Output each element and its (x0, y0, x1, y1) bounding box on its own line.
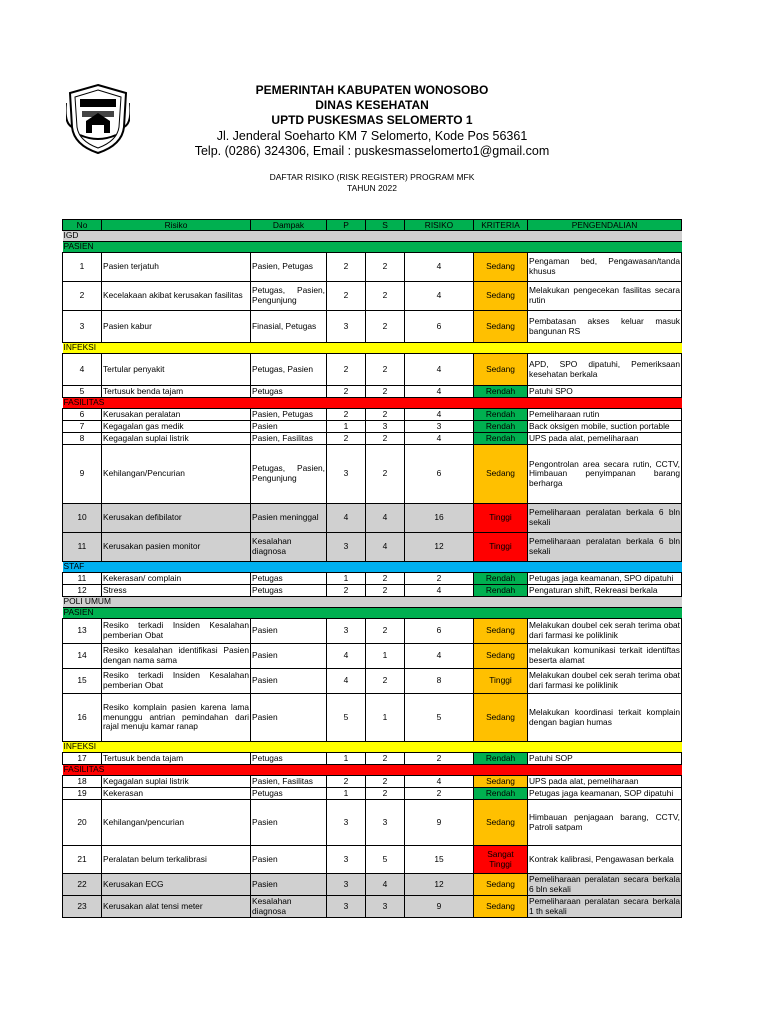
table-row (63, 533, 682, 562)
cell-pengendalian: Petugas jaga keamanan, SPO dipatuhi (528, 573, 682, 585)
table-row (63, 409, 682, 421)
cell-dampak: Kesalahan diagnosa (251, 896, 327, 918)
cell-nilai: 3 (405, 421, 474, 433)
cell-kriteria: Tinggi (474, 533, 528, 562)
cell-dampak: Pasien (251, 669, 327, 694)
cell-dampak: Pasien (251, 846, 327, 874)
cell-s: 3 (366, 421, 405, 433)
cell-no: 14 (63, 644, 102, 669)
cell-p: 1 (327, 573, 366, 585)
section-label: STAF (63, 562, 682, 573)
cell-p: 3 (327, 445, 366, 504)
cell-dampak: Pasien (251, 421, 327, 433)
cell-risiko: Peralatan belum terkalibrasi (102, 846, 251, 874)
section-label: INFEKSI (63, 742, 682, 753)
cell-p: 3 (327, 874, 366, 896)
table-row (63, 846, 682, 874)
cell-no: 15 (63, 669, 102, 694)
table-row (63, 874, 682, 896)
col-header-s: S (366, 220, 405, 231)
cell-s: 2 (366, 253, 405, 282)
cell-s: 2 (366, 409, 405, 421)
cell-p: 1 (327, 421, 366, 433)
cell-p: 4 (327, 504, 366, 533)
cell-kriteria: Sedang (474, 311, 528, 343)
cell-nilai: 12 (405, 533, 474, 562)
cell-risiko: Stress (102, 585, 251, 597)
cell-pengendalian: Pemeliharaan peralatan secara berkala 6 bln sekali (529, 873, 680, 894)
cell-risiko: Pasien terjatuh (102, 253, 251, 282)
section-label: IGD (63, 231, 682, 242)
cell-pengendalian: Melakukan doubel cek serah terima obat dari farmasi ke poliklinik (528, 669, 682, 694)
col-header-p: P (327, 220, 366, 231)
cell-s: 2 (366, 585, 405, 597)
cell-pengendalian: Pembatasan akses keluar masuk bangunan RS (528, 311, 682, 343)
cell-s: 2 (366, 445, 405, 504)
cell-s: 2 (366, 619, 405, 644)
cell-no: 5 (63, 386, 102, 398)
cell-p: 2 (327, 585, 366, 597)
table-row (63, 776, 682, 788)
cell-s: 1 (366, 644, 405, 669)
cell-pengendalian: Petugas jaga keamanan, SOP dipatuhi (528, 788, 682, 800)
cell-dampak: Petugas, Pasien, Pengunjung (251, 282, 327, 311)
cell-no: 1 (63, 253, 102, 282)
cell-nilai: 4 (405, 433, 474, 445)
col-header-pengendalian: PENGENDALIAN (528, 220, 682, 231)
cell-nilai: 5 (405, 694, 474, 742)
cell-risiko: Tertusuk benda tajam (102, 386, 251, 398)
cell-s: 3 (366, 800, 405, 846)
cell-dampak: Pasien, Fasilitas (251, 776, 327, 788)
cell-p: 3 (327, 846, 366, 874)
cell-risiko: Kegagalan suplai listrik (102, 776, 251, 788)
cell-dampak: Pasien, Petugas (251, 409, 327, 421)
cell-dampak: Petugas, Pasien, Pengunjung (251, 445, 327, 504)
cell-dampak: Finasial, Petugas (251, 311, 327, 343)
cell-nilai: 6 (405, 311, 474, 343)
cell-nilai: 2 (405, 573, 474, 585)
section-row (63, 765, 682, 776)
cell-no: 22 (63, 874, 102, 896)
cell-kriteria: Sangat Tinggi (474, 846, 528, 874)
cell-nilai: 6 (405, 619, 474, 644)
cell-s: 4 (366, 874, 405, 896)
cell-no: 20 (63, 800, 102, 846)
cell-risiko: Resiko kesalahan identifikasi Pasien dengan nama sama (102, 644, 251, 669)
cell-risiko: Kegagalan gas medik (102, 421, 251, 433)
table-row (63, 504, 682, 533)
table-row (63, 694, 682, 742)
col-header-dampak: Dampak (251, 220, 327, 231)
cell-nilai: 2 (405, 788, 474, 800)
cell-pengendalian: Melakukan koordinasi terkait komplain dengan bagian humas (528, 694, 682, 742)
wonosobo-crest-logo (66, 83, 130, 155)
cell-pengendalian: UPS pada alat, pemeliharaan (528, 433, 682, 445)
section-label: FASILITAS (63, 398, 682, 409)
cell-p: 3 (327, 533, 366, 562)
cell-no: 21 (63, 846, 102, 874)
cell-kriteria: Tinggi (474, 504, 528, 533)
cell-s: 2 (366, 788, 405, 800)
cell-s: 2 (366, 669, 405, 694)
cell-kriteria: Rendah (474, 386, 528, 398)
cell-pengendalian: Pemeliharaan peralatan berkala 6 bln sekali (528, 533, 682, 562)
cell-nilai: 12 (405, 874, 474, 896)
letterhead-institution: UPTD PUSKESMAS SELOMERTO 1 (271, 113, 473, 127)
cell-risiko: Kegagalan suplai listrik (102, 433, 251, 445)
table-row (63, 644, 682, 669)
cell-pengendalian: Pengontrolan area secara rutin, CCTV, Himbauan penyimpanan barang berharga (528, 445, 682, 504)
cell-s: 2 (366, 282, 405, 311)
cell-pengendalian: Pemeliharaan peralatan berkala 6 bln sekali (528, 504, 682, 533)
cell-no: 4 (63, 354, 102, 386)
cell-risiko: Pasien kabur (102, 311, 251, 343)
cell-s: 2 (366, 753, 405, 765)
cell-dampak: Petugas (251, 753, 327, 765)
cell-s: 2 (366, 776, 405, 788)
cell-nilai: 6 (405, 445, 474, 504)
col-header-risiko: Risiko (102, 220, 251, 231)
cell-p: 2 (327, 409, 366, 421)
cell-nilai: 4 (405, 644, 474, 669)
table-row (63, 253, 682, 282)
cell-no: 3 (63, 311, 102, 343)
cell-dampak: Pasien (251, 644, 327, 669)
cell-kriteria: Rendah (474, 409, 528, 421)
table-row (63, 354, 682, 386)
cell-kriteria: Rendah (474, 585, 528, 597)
cell-s: 5 (366, 846, 405, 874)
cell-kriteria: Rendah (474, 573, 528, 585)
cell-no: 17 (63, 753, 102, 765)
cell-kriteria: Rendah (474, 753, 528, 765)
cell-dampak: Pasien meninggal (251, 504, 327, 533)
document-year: TAHUN 2022 (347, 183, 397, 193)
cell-pengendalian: melakukan komunikasi terkait identiftas beserta alamat (528, 644, 682, 669)
cell-kriteria: Sedang (474, 896, 528, 918)
cell-kriteria: Rendah (474, 433, 528, 445)
cell-pengendalian: Back oksigen mobile, suction portable (528, 421, 682, 433)
cell-dampak: Pasien, Petugas (251, 253, 327, 282)
cell-kriteria: Rendah (474, 421, 528, 433)
section-row (63, 608, 682, 619)
section-row (63, 231, 682, 242)
cell-p: 2 (327, 253, 366, 282)
table-row (63, 573, 682, 585)
cell-risiko: Kecelakaan akibat kerusakan fasilitas (102, 282, 251, 311)
document-title: DAFTAR RISIKO (RISK REGISTER) PROGRAM MFK (269, 172, 475, 182)
table-row (63, 753, 682, 765)
cell-p: 4 (327, 644, 366, 669)
cell-s: 3 (366, 896, 405, 918)
section-row (63, 242, 682, 253)
cell-s: 4 (366, 533, 405, 562)
section-row (63, 597, 682, 608)
cell-pengendalian: Kontrak kalibrasi, Pengawasan berkala (528, 846, 682, 874)
cell-s: 1 (366, 694, 405, 742)
cell-dampak: Petugas (251, 386, 327, 398)
cell-risiko: Resiko terkadi Insiden Kesalahan pemberian Obat (102, 619, 251, 644)
cell-nilai: 4 (405, 776, 474, 788)
cell-no: 7 (63, 421, 102, 433)
cell-pengendalian: Pengaman bed, Pengawasan/tanda khusus (528, 253, 682, 282)
table-row (63, 896, 682, 918)
cell-pengendalian: Pengaturan shift, Rekreasi berkala (528, 585, 682, 597)
table-row (63, 386, 682, 398)
cell-kriteria: Rendah (474, 788, 528, 800)
table-row (63, 311, 682, 343)
cell-no: 9 (63, 445, 102, 504)
cell-kriteria: Sedang (474, 253, 528, 282)
cell-risiko: Resiko komplain pasien karena lama menunggu antrian pemindahan dari rajal menuju kamar ranap (102, 694, 251, 742)
cell-nilai: 9 (405, 800, 474, 846)
cell-p: 4 (327, 669, 366, 694)
section-label: PASIEN (63, 242, 682, 253)
cell-nilai: 15 (405, 846, 474, 874)
table-row (63, 445, 682, 504)
cell-kriteria: Sedang (474, 644, 528, 669)
cell-pengendalian: UPS pada alat, pemeliharaan (528, 776, 682, 788)
cell-p: 2 (327, 776, 366, 788)
table-row (63, 619, 682, 644)
cell-kriteria: Tinggi (474, 669, 528, 694)
letterhead-government: PEMERINTAH KABUPATEN WONOSOBO (255, 83, 489, 97)
cell-p: 2 (327, 433, 366, 445)
cell-risiko: Kerusakan defibilator (102, 504, 251, 533)
cell-kriteria: Sedang (474, 354, 528, 386)
table-row (63, 433, 682, 445)
letterhead-address: Jl. Jenderal Soeharto KM 7 Selomerto, Kode Pos 56361 (216, 129, 528, 143)
cell-risiko: Tertusuk benda tajam (102, 753, 251, 765)
cell-s: 2 (366, 386, 405, 398)
cell-nilai: 4 (405, 282, 474, 311)
table-header-row (63, 220, 682, 231)
cell-no: 19 (63, 788, 102, 800)
cell-nilai: 4 (405, 386, 474, 398)
cell-dampak: Pasien (251, 800, 327, 846)
cell-nilai: 4 (405, 409, 474, 421)
cell-nilai: 2 (405, 753, 474, 765)
letterhead-contact: Telp. (0286) 324306, Email : puskesmasselomerto1@gmail.com (194, 144, 550, 158)
section-row (63, 562, 682, 573)
cell-pengendalian: Pemeliharaan rutin (528, 409, 682, 421)
cell-no: 12 (63, 585, 102, 597)
risk-register-table (62, 219, 682, 918)
cell-kriteria: Sedang (474, 445, 528, 504)
cell-no: 13 (63, 619, 102, 644)
cell-no: 2 (63, 282, 102, 311)
cell-dampak: Pasien (251, 619, 327, 644)
cell-nilai: 16 (405, 504, 474, 533)
cell-risiko: Kekerasan (102, 788, 251, 800)
cell-kriteria: Sedang (474, 776, 528, 788)
cell-pengendalian: APD, SPO dipatuhi, Pemeriksaan kesehatan berkala (528, 354, 682, 386)
cell-no: 6 (63, 409, 102, 421)
table-row (63, 788, 682, 800)
section-label: INFEKSI (63, 343, 682, 354)
table-row (63, 585, 682, 597)
cell-p: 1 (327, 753, 366, 765)
cell-risiko: Kerusakan pasien monitor (102, 533, 251, 562)
cell-pengendalian: Himbauan penjagaan barang, CCTV, Patroli satpam (528, 800, 682, 846)
cell-dampak: Pasien (251, 694, 327, 742)
letterhead-agency: DINAS KESEHATAN (315, 98, 429, 112)
cell-kriteria: Sedang (474, 619, 528, 644)
cell-pengendalian: Patuhi SOP (528, 753, 682, 765)
table-row (63, 800, 682, 846)
cell-p: 3 (327, 800, 366, 846)
cell-risiko: Kerusakan peralatan (102, 409, 251, 421)
section-row (63, 398, 682, 409)
section-label: POLI UMUM (63, 597, 682, 608)
cell-s: 2 (366, 573, 405, 585)
section-label: PASIEN (63, 608, 682, 619)
cell-p: 1 (327, 788, 366, 800)
cell-no: 16 (63, 694, 102, 742)
section-row (63, 343, 682, 354)
col-header-no: No (63, 220, 102, 231)
cell-s: 2 (366, 311, 405, 343)
cell-risiko: Resiko terkadi Insiden Kesalahan pemberian Obat (102, 669, 251, 694)
cell-risiko: Kehilangan/Pencurian (102, 445, 251, 504)
cell-p: 3 (327, 311, 366, 343)
cell-p: 3 (327, 619, 366, 644)
section-label: FASILITAS (63, 765, 682, 776)
cell-dampak: Pasien (251, 874, 327, 896)
col-header-kriteria: KRITERIA (474, 220, 528, 231)
cell-no: 18 (63, 776, 102, 788)
cell-dampak: Petugas (251, 788, 327, 800)
table-row (63, 669, 682, 694)
cell-s: 2 (366, 354, 405, 386)
cell-nilai: 8 (405, 669, 474, 694)
cell-pengendalian: Melakukan pengecekan fasilitas secara rutin (528, 282, 682, 311)
cell-no: 10 (63, 504, 102, 533)
cell-p: 5 (327, 694, 366, 742)
cell-nilai: 4 (405, 253, 474, 282)
cell-kriteria: Sedang (474, 800, 528, 846)
cell-kriteria: Sedang (474, 874, 528, 896)
cell-p: 2 (327, 282, 366, 311)
cell-pengendalian: Pemeliharaan peralatan secara berkala 1 th sekali (529, 895, 680, 916)
cell-kriteria: Sedang (474, 282, 528, 311)
section-row (63, 742, 682, 753)
cell-p: 3 (327, 896, 366, 918)
cell-nilai: 4 (405, 354, 474, 386)
cell-no: 11 (63, 533, 102, 562)
cell-s: 2 (366, 433, 405, 445)
cell-kriteria: Sedang (474, 694, 528, 742)
cell-risiko: Kerusakan ECG (102, 874, 251, 896)
cell-s: 4 (366, 504, 405, 533)
cell-pengendalian: Patuhi SPO (528, 386, 682, 398)
cell-p: 2 (327, 386, 366, 398)
cell-nilai: 9 (405, 896, 474, 918)
cell-p: 2 (327, 354, 366, 386)
table-row (63, 282, 682, 311)
cell-risiko: Kekerasan/ complain (102, 573, 251, 585)
cell-nilai: 4 (405, 585, 474, 597)
cell-dampak: Kesalahan diagnosa (251, 533, 327, 562)
cell-no: 23 (63, 896, 102, 918)
cell-risiko: Kerusakan alat tensi meter (102, 896, 251, 918)
cell-no: 8 (63, 433, 102, 445)
cell-dampak: Petugas (251, 585, 327, 597)
cell-dampak: Petugas, Pasien (251, 354, 327, 386)
cell-dampak: Pasien, Fasilitas (251, 433, 327, 445)
table-row (63, 421, 682, 433)
cell-risiko: Tertular penyakit (102, 354, 251, 386)
cell-risiko: Kehilangan/pencurian (102, 800, 251, 846)
cell-pengendalian: Melakukan doubel cek serah terima obat dari farmasi ke poliklinik (528, 619, 682, 644)
cell-no: 11 (63, 573, 102, 585)
cell-dampak: Petugas (251, 573, 327, 585)
col-header-nilai: RISIKO (405, 220, 474, 231)
